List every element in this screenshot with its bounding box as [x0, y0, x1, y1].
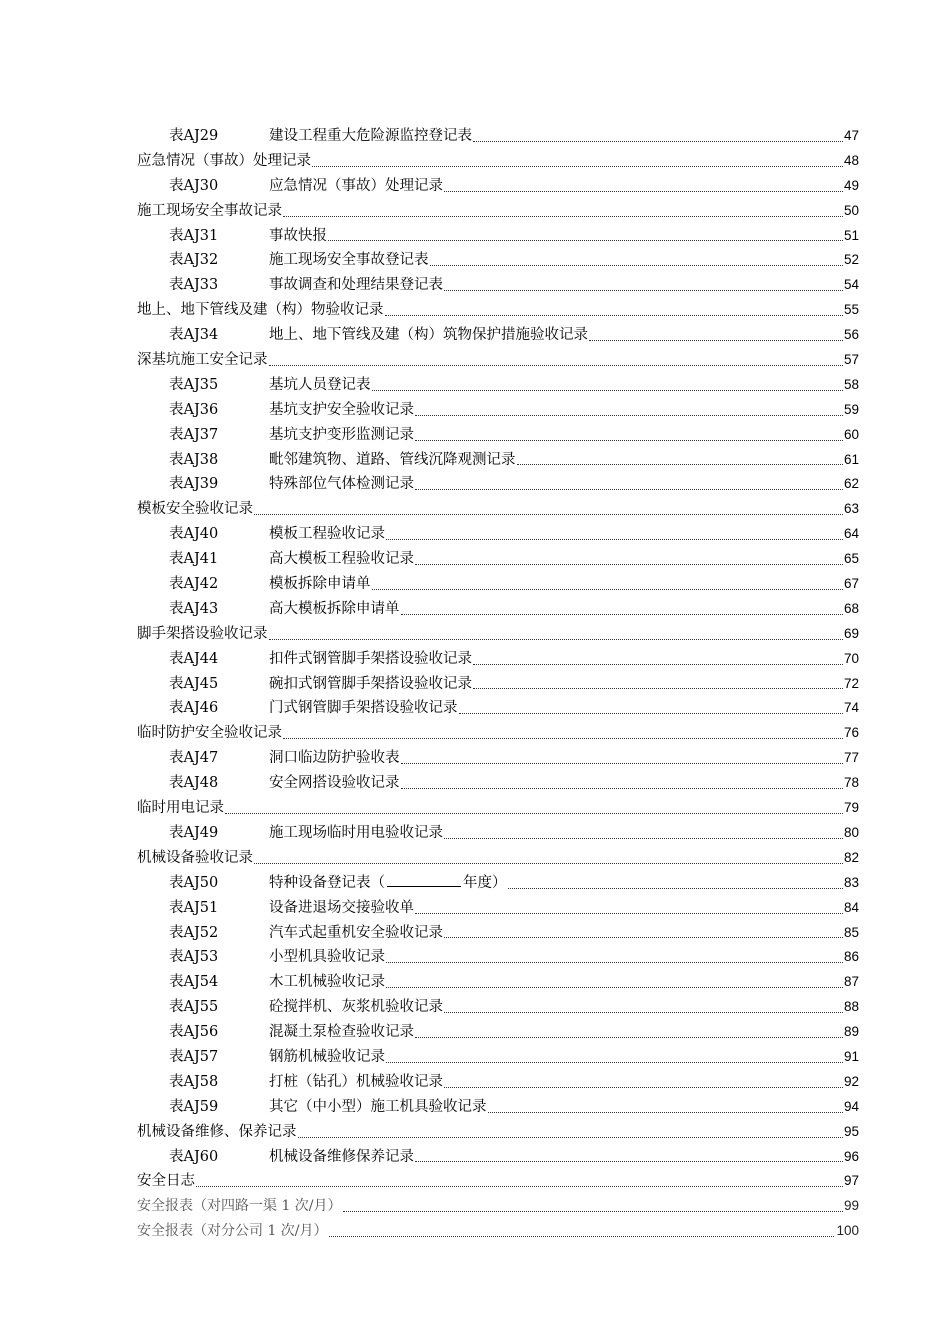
toc-entry-code: 表AJ52: [169, 924, 219, 941]
toc-entry[interactable]: [137, 696, 859, 721]
toc-entry-page: 56: [843, 327, 859, 343]
toc-entry[interactable]: [137, 298, 859, 323]
toc-leader-dots: [372, 588, 843, 590]
toc-leader-dots: [283, 215, 843, 217]
toc-leader-dots: [473, 140, 843, 142]
toc-leader-dots: [589, 339, 843, 341]
toc-entry-code: 表AJ31: [169, 227, 219, 244]
toc-entry-page: 62: [843, 476, 859, 492]
toc-entry-page: 82: [843, 849, 859, 865]
toc-leader-dots: [401, 762, 843, 764]
blank-fill-line: [387, 872, 461, 887]
toc-leader-dots: [415, 488, 843, 490]
toc-entry[interactable]: [137, 871, 859, 896]
toc-leader-dots: [444, 190, 843, 192]
toc-entry-title: 模板工程验收记录: [269, 526, 385, 543]
toc-entry-code: 表AJ37: [169, 426, 219, 443]
toc-entry[interactable]: [137, 1120, 859, 1145]
toc-entry-page: 58: [843, 376, 859, 392]
toc-entry[interactable]: [137, 896, 859, 921]
toc-entry-code: 表AJ45: [169, 675, 219, 692]
toc-entry-title: 模板拆除申请单: [269, 576, 371, 593]
toc-entry-page: 52: [843, 252, 859, 268]
toc-leader-dots: [385, 314, 843, 316]
toc-entry-page: 89: [843, 1024, 859, 1040]
toc-entry-code: 表AJ46: [169, 700, 219, 717]
toc-entry-page: 77: [843, 750, 859, 766]
toc-entry-code: 表AJ34: [169, 327, 219, 344]
toc-entry-code: 表AJ58: [169, 1073, 219, 1090]
toc-entry-page: 85: [843, 924, 859, 940]
toc-entry-code: 表AJ57: [169, 1048, 219, 1065]
toc-leader-dots: [196, 1185, 843, 1187]
toc-entry[interactable]: [137, 672, 859, 697]
toc-leader-dots: [386, 1061, 843, 1063]
toc-leader-dots: [473, 687, 843, 689]
toc-entry-page: 92: [843, 1073, 859, 1089]
toc-entry-code: 表AJ50: [169, 874, 219, 891]
toc-entry-page: 55: [843, 302, 859, 318]
toc-entry-title: 特种设备登记表（ 年度）: [269, 871, 507, 896]
toc-entry-title: 小型机具验收记录: [269, 949, 385, 966]
toc-entry-page: 80: [843, 824, 859, 840]
toc-entry-title: 安全日志: [137, 1173, 195, 1190]
toc-entry-page: 51: [843, 227, 859, 243]
toc-entry-title: 碗扣式钢管脚手架搭设验收记录: [269, 675, 472, 692]
toc-entry[interactable]: [137, 995, 859, 1020]
toc-entry[interactable]: [137, 199, 859, 224]
toc-entry-code: 表AJ56: [169, 1024, 219, 1041]
toc-entry-page: 60: [843, 426, 859, 442]
toc-entry-page: 94: [843, 1098, 859, 1114]
toc-entry-page: 64: [843, 526, 859, 542]
toc-entry-title: 施工现场安全事故记录: [137, 202, 282, 219]
toc-entry[interactable]: [137, 497, 859, 522]
toc-entry[interactable]: [137, 323, 859, 348]
toc-entry-page: 91: [843, 1048, 859, 1064]
toc-entry-page: 84: [843, 899, 859, 915]
toc-leader-dots: [298, 1136, 843, 1138]
toc-entry-code: 表AJ44: [169, 650, 219, 667]
toc-entry-title: 脚手架搭设验收记录: [137, 625, 268, 642]
toc-entry-title: 临时防护安全验收记录: [137, 725, 282, 742]
toc-leader-dots: [444, 1086, 843, 1088]
toc-entry[interactable]: [137, 348, 859, 373]
toc-entry-title: 特殊部位气体检测记录: [269, 476, 414, 493]
toc-entry-code: 表AJ53: [169, 949, 219, 966]
toc-entry[interactable]: [137, 522, 859, 547]
toc-leader-dots: [386, 538, 843, 540]
toc-entry-title: 地上、地下管线及建（构）筑物保护措施验收记录: [269, 327, 588, 344]
toc-entry-page: 49: [843, 177, 859, 193]
table-of-contents: [137, 124, 859, 1244]
toc-entry[interactable]: [137, 1020, 859, 1045]
toc-leader-dots: [254, 513, 843, 515]
toc-entry[interactable]: [137, 472, 859, 497]
toc-entry-page: 83: [843, 874, 859, 890]
toc-entry[interactable]: [137, 1194, 859, 1219]
toc-entry-title: 打桩（钻孔）机械验收记录: [269, 1073, 443, 1090]
toc-entry-page: 70: [843, 650, 859, 666]
toc-entry[interactable]: [137, 224, 859, 249]
toc-entry-title: 洞口临边防护验收表: [269, 750, 400, 767]
toc-entry-code: 表AJ39: [169, 476, 219, 493]
toc-entry-title: 事故快报: [269, 227, 327, 244]
toc-entry[interactable]: [137, 149, 859, 174]
toc-entry[interactable]: [137, 721, 859, 746]
toc-entry[interactable]: [137, 1095, 859, 1120]
toc-leader-dots: [415, 563, 843, 565]
toc-leader-dots: [415, 1036, 843, 1038]
toc-entry-code: 表AJ59: [169, 1098, 219, 1115]
toc-entry[interactable]: [137, 124, 859, 149]
toc-entry-title: 安全报表（对四路一渠 1 次/月）: [137, 1198, 342, 1215]
toc-leader-dots: [488, 1111, 843, 1113]
toc-entry-title: 设备进退场交接验收单: [269, 899, 414, 916]
toc-entry-title: 钢筋机械验收记录: [269, 1048, 385, 1065]
toc-leader-dots: [401, 787, 843, 789]
toc-entry-code: 表AJ54: [169, 974, 219, 991]
toc-entry-title: 事故调查和处理结果登记表: [269, 277, 443, 294]
toc-entry-title: 安全报表（对分公司 1 次/月）: [137, 1223, 328, 1240]
toc-leader-dots: [401, 613, 843, 615]
toc-entry[interactable]: [137, 273, 859, 298]
toc-leader-dots: [343, 1210, 843, 1212]
toc-entry[interactable]: [137, 1070, 859, 1095]
toc-entry-title: 临时用电记录: [137, 800, 224, 817]
toc-entry-title: 建设工程重大危险源监控登记表: [269, 128, 472, 144]
toc-entry-title: 其它（中小型）施工机具验收记录: [269, 1098, 487, 1115]
toc-entry-title: 施工现场安全事故登记表: [269, 252, 429, 269]
toc-entry-code: 表AJ47: [169, 750, 219, 767]
toc-entry-code: 表AJ41: [169, 551, 219, 568]
toc-entry-page: 100: [836, 1223, 859, 1239]
toc-entry-code: 表AJ36: [169, 401, 219, 418]
toc-entry-page: 65: [843, 551, 859, 567]
toc-entry[interactable]: [137, 174, 859, 199]
toc-entry-title: 汽车式起重机安全验收记录: [269, 924, 443, 941]
toc-entry[interactable]: [137, 398, 859, 423]
toc-leader-dots: [473, 663, 843, 665]
toc-entry-title: 扣件式钢管脚手架搭设验收记录: [269, 650, 472, 667]
toc-entry-page: 72: [843, 675, 859, 691]
toc-entry[interactable]: [137, 970, 859, 995]
toc-entry[interactable]: [137, 846, 859, 871]
toc-entry-code: 表AJ30: [169, 177, 219, 194]
toc-entry-title: 门式钢管脚手架搭设验收记录: [269, 700, 458, 717]
toc-entry[interactable]: [137, 572, 859, 597]
toc-leader-dots: [269, 364, 843, 366]
toc-entry-page: 61: [843, 451, 859, 467]
toc-entry[interactable]: [137, 423, 859, 448]
toc-leader-dots: [225, 812, 843, 814]
toc-entry[interactable]: [137, 796, 859, 821]
toc-entry-title: 基坑人员登记表: [269, 376, 371, 393]
toc-entry[interactable]: [137, 1045, 859, 1070]
toc-entry-title: 高大模板工程验收记录: [269, 551, 414, 568]
toc-entry-page: 87: [843, 974, 859, 990]
toc-leader-dots: [386, 961, 843, 963]
toc-entry-page: 67: [843, 576, 859, 592]
toc-entry[interactable]: [137, 597, 859, 622]
toc-leader-dots: [430, 264, 843, 266]
toc-entry-code: 表AJ43: [169, 600, 219, 617]
toc-entry-code: 表AJ48: [169, 775, 219, 792]
toc-entry-code: 表AJ40: [169, 526, 219, 543]
toc-leader-dots: [328, 239, 843, 241]
toc-entry[interactable]: [137, 248, 859, 273]
toc-entry-page: 59: [843, 401, 859, 417]
toc-entry-title: 木工机械验收记录: [269, 974, 385, 991]
toc-entry-title: 应急情况（事故）处理记录: [137, 152, 311, 169]
toc-entry-title: 模板安全验收记录: [137, 501, 253, 518]
toc-entry-title: 深基坑施工安全记录: [137, 352, 268, 369]
toc-entry-page: 95: [843, 1123, 859, 1139]
toc-entry-page: 96: [843, 1148, 859, 1164]
toc-entry-page: 74: [843, 700, 859, 716]
toc-entry-title: 基坑支护安全验收记录: [269, 401, 414, 418]
toc-entry[interactable]: [137, 448, 859, 473]
toc-leader-dots: [283, 737, 843, 739]
toc-entry-code: 表AJ38: [169, 451, 219, 468]
toc-entry[interactable]: [137, 771, 859, 796]
toc-leader-dots: [444, 936, 843, 938]
toc-entry[interactable]: [137, 821, 859, 846]
toc-entry-title: 应急情况（事故）处理记录: [269, 177, 443, 194]
toc-entry[interactable]: [137, 1145, 859, 1170]
toc-entry[interactable]: [137, 547, 859, 572]
toc-entry-page: 99: [843, 1198, 859, 1214]
toc-entry-page: 50: [843, 202, 859, 218]
toc-entry-code: 表AJ51: [169, 899, 219, 916]
toc-entry-page: 78: [843, 775, 859, 791]
toc-entry-page: 79: [843, 800, 859, 816]
toc-leader-dots: [415, 1160, 843, 1162]
toc-entry-title: 机械设备维修保养记录: [269, 1148, 414, 1165]
toc-entry-title: 机械设备维修、保养记录: [137, 1123, 297, 1140]
toc-leader-dots: [415, 439, 843, 441]
toc-leader-dots: [329, 1235, 835, 1237]
toc-entry-page: 76: [843, 725, 859, 741]
toc-leader-dots: [508, 887, 843, 889]
toc-entry-code: 表AJ49: [169, 824, 219, 841]
toc-entry-page: 57: [843, 352, 859, 368]
toc-entry-title: 施工现场临时用电验收记录: [269, 824, 443, 841]
toc-entry[interactable]: [137, 622, 859, 647]
toc-entry-title: 安全网搭设验收记录: [269, 775, 400, 792]
toc-entry[interactable]: [137, 373, 859, 398]
toc-entry-title: 机械设备验收记录: [137, 849, 253, 866]
toc-entry-title: 混凝土泵检查验收记录: [269, 1024, 414, 1041]
toc-entry-title: 砼搅拌机、灰浆机验收记录: [269, 999, 443, 1016]
toc-entry-page: 88: [843, 999, 859, 1015]
toc-leader-dots: [444, 289, 843, 291]
toc-entry-page: 47: [843, 128, 859, 143]
toc-entry-code: 表AJ42: [169, 576, 219, 593]
toc-entry-code: 表AJ60: [169, 1148, 219, 1165]
toc-leader-dots: [312, 165, 843, 167]
toc-leader-dots: [269, 638, 843, 640]
toc-entry-page: 68: [843, 600, 859, 616]
toc-entry-page: 48: [843, 152, 859, 168]
toc-entry-page: 54: [843, 277, 859, 293]
toc-entry-page: 63: [843, 501, 859, 517]
toc-entry-title: 高大模板拆除申请单: [269, 600, 400, 617]
toc-leader-dots: [386, 986, 843, 988]
toc-entry-code: 表AJ35: [169, 376, 219, 393]
toc-entry[interactable]: [137, 921, 859, 946]
toc-entry[interactable]: [137, 647, 859, 672]
toc-leader-dots: [444, 837, 843, 839]
toc-leader-dots: [444, 1011, 843, 1013]
toc-entry[interactable]: [137, 746, 859, 771]
toc-entry-code: 表AJ32: [169, 252, 219, 269]
toc-entry-title: 基坑支护变形监测记录: [269, 426, 414, 443]
toc-entry-code: 表AJ55: [169, 999, 219, 1016]
toc-entry[interactable]: [137, 1169, 859, 1194]
toc-leader-dots: [254, 862, 843, 864]
toc-entry-page: 97: [843, 1173, 859, 1189]
toc-entry-page: 69: [843, 625, 859, 641]
toc-entry[interactable]: [137, 945, 859, 970]
toc-entry-title: 地上、地下管线及建（构）物验收记录: [137, 302, 384, 319]
toc-entry-title: 毗邻建筑物、道路、管线沉降观测记录: [269, 451, 516, 468]
toc-entry[interactable]: [137, 1219, 859, 1244]
toc-leader-dots: [372, 389, 843, 391]
toc-entry-code: 表AJ29: [169, 128, 219, 144]
toc-entry-page: 86: [843, 949, 859, 965]
toc-leader-dots: [415, 912, 843, 914]
toc-entry-code: 表AJ33: [169, 277, 219, 294]
toc-leader-dots: [459, 712, 843, 714]
toc-leader-dots: [415, 414, 843, 416]
toc-leader-dots: [517, 463, 843, 465]
